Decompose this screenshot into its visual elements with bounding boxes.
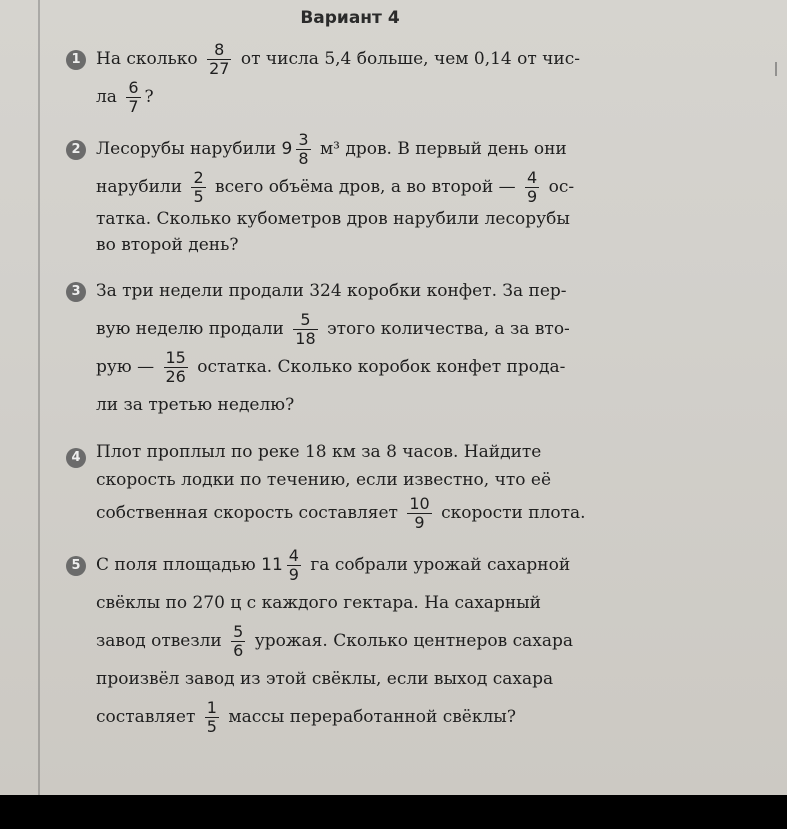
text: собственная скорость составляет (96, 503, 398, 523)
denominator: 7 (128, 97, 139, 116)
problem-number: 3 (66, 282, 86, 302)
denominator: 26 (165, 367, 186, 386)
text: всего объёма дров, а во второй — (215, 177, 516, 197)
text: ос- (548, 177, 575, 197)
problem-line: во второй день? (96, 235, 239, 255)
text: завод отвезли (96, 631, 222, 651)
problem-number: 4 (66, 448, 86, 468)
numerator: 1 (206, 698, 217, 717)
page-spine (38, 0, 40, 795)
problem-line (96, 130, 666, 168)
text: составляет (96, 707, 196, 727)
denominator: 27 (209, 59, 230, 78)
fraction (207, 42, 231, 77)
text: рую — (96, 357, 155, 377)
problem-4 (66, 438, 666, 532)
denominator: 9 (288, 565, 299, 584)
problem-line: свёклы по 270 ц с каждого гектара. На сахарный (96, 593, 542, 613)
text: га собрали урожай сахарной (310, 555, 571, 575)
fraction (126, 80, 140, 115)
numerator: 3 (298, 130, 309, 149)
problem-line (96, 40, 666, 78)
text: этого количества, а за вто- (327, 319, 570, 339)
fraction (287, 548, 301, 583)
mixed-whole: 11 (261, 555, 283, 575)
problem-number: 5 (66, 556, 86, 576)
text: от числа 5,4 больше, чем 0,14 от чис- (240, 49, 581, 69)
denominator: 8 (298, 149, 309, 168)
problem-line (96, 78, 666, 116)
problem-list (66, 40, 666, 750)
fraction (296, 132, 310, 167)
fraction (525, 170, 539, 205)
denominator: 6 (233, 641, 244, 660)
problem-line: произвёл завод из этой свёклы, если выход сахара (96, 669, 554, 689)
numerator: 6 (128, 78, 139, 97)
text: ? (144, 87, 154, 107)
problem-line (96, 348, 666, 386)
variant-title: Вариант 4 (300, 8, 400, 28)
denominator: 9 (414, 513, 425, 532)
mixed-whole: 9 (281, 139, 293, 159)
denominator: 9 (527, 187, 538, 206)
fraction (231, 624, 245, 659)
problem-number: 1 (66, 50, 86, 70)
fraction (293, 312, 317, 347)
denominator: 18 (295, 329, 316, 348)
problem-line (96, 622, 666, 660)
problem-1 (66, 40, 666, 116)
fraction (205, 700, 219, 735)
denominator: 5 (193, 187, 204, 206)
text: скорости плота. (441, 503, 586, 523)
numerator: 5 (233, 622, 244, 641)
problem-line: ли за третью неделю? (96, 395, 295, 415)
text: урожая. Сколько центнеров сахара (254, 631, 573, 651)
fraction (164, 350, 188, 385)
problem-2 (66, 130, 666, 258)
problem-line (96, 310, 666, 348)
problem-line: татка. Сколько кубометров дров нарубили лесорубы (96, 209, 570, 229)
numerator: 4 (288, 546, 299, 565)
fraction (191, 170, 205, 205)
fraction (407, 496, 431, 531)
problem-line: За три недели продали 324 коробки конфет. За пер- (96, 281, 567, 301)
numerator: 10 (409, 494, 430, 513)
text: вую неделю продали (96, 319, 284, 339)
denominator: 5 (206, 717, 217, 736)
numerator: 4 (527, 168, 538, 187)
problem-line: Плот проплыл по реке 18 км за 8 часов. Найдите (96, 442, 542, 462)
text: Лесорубы нарубили (96, 139, 277, 159)
text: нарубили (96, 177, 183, 197)
problem-line (96, 546, 666, 584)
page-edge-mark (775, 62, 785, 76)
numerator: 15 (165, 348, 186, 367)
numerator: 8 (207, 42, 231, 60)
numerator: 2 (193, 168, 204, 187)
text: ла (96, 87, 117, 107)
text: С поля площадью (96, 555, 256, 575)
problem-line: скорость лодки по течению, если известно, что её (96, 470, 551, 490)
text: остатка. Сколько коробок конфет прода- (197, 357, 566, 377)
problem-3 (66, 272, 666, 424)
problem-line (96, 168, 666, 206)
problem-line (96, 494, 666, 532)
text: массы переработанной свёклы? (228, 707, 516, 727)
problem-line (96, 698, 666, 736)
text: м³ дров. В первый день они (319, 139, 567, 159)
problem-5 (66, 546, 666, 736)
numerator: 5 (293, 312, 317, 330)
problem-number: 2 (66, 140, 86, 160)
text: На сколько (96, 49, 198, 69)
